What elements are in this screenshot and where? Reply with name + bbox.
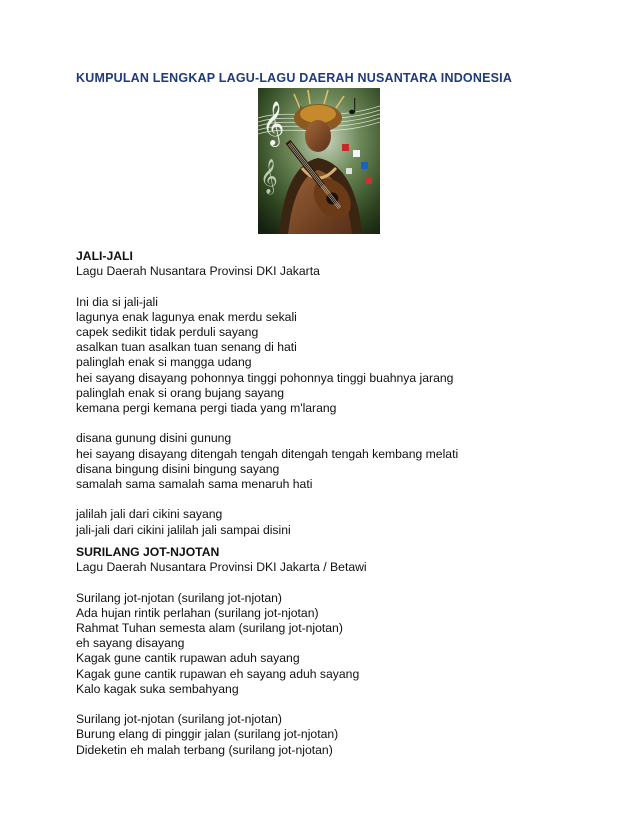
lyric-line: disana gunung disini gunung <box>76 431 232 446</box>
lyric-line: palinglah enak si orang bujang sayang <box>76 385 285 400</box>
song-section-jali-jali <box>76 249 596 538</box>
lyric-line: palinglah enak si mangga udang <box>76 355 252 370</box>
song-title: JALI-JALI <box>76 249 133 263</box>
svg-text:𝄞: 𝄞 <box>262 101 285 145</box>
lyric-line: Kagak gune cantik rupawan aduh sayang <box>76 651 300 666</box>
song-section-surilang-jot-njotan <box>76 545 596 758</box>
lyric-line: eh sayang disayang <box>76 636 185 651</box>
lyric-line: jalilah jali dari cikini sayang <box>76 507 223 522</box>
musician-illustration <box>258 88 380 234</box>
song-origin: Lagu Daerah Nusantara Provinsi DKI Jakarta / Betawi <box>76 560 367 575</box>
lyric-line: kemana pergi kemana pergi tiada yang m'larang <box>76 401 337 416</box>
lyric-line: hei sayang disayang ditengah tengah ditengah tengah kembang melati <box>76 446 459 461</box>
lyric-line: samalah sama samalah sama menaruh hati <box>76 477 313 492</box>
lyric-line: Ini dia si jali-jali <box>76 294 158 309</box>
document-title: KUMPULAN LENGKAP LAGU-LAGU DAERAH NUSANTARA INDONESIA <box>76 71 513 85</box>
song-origin: Lagu Daerah Nusantara Provinsi DKI Jakarta <box>76 264 320 279</box>
lyric-line: Surilang jot-njotan (surilang jot-njotan) <box>76 590 282 605</box>
stanza <box>76 431 596 492</box>
stanza <box>76 507 596 537</box>
stanza <box>76 591 596 697</box>
lyric-line: Burung elang di pinggir jalan (surilang jot-njotan) <box>76 727 339 742</box>
lyric-line: hei sayang disayang pohonnya tinggi pohonnya tinggi buahnya jarang <box>76 370 454 385</box>
lyric-line: Kagak gune cantik rupawan eh sayang aduh sayang <box>76 666 360 681</box>
svg-text:𝄞: 𝄞 <box>260 159 278 194</box>
stanza <box>76 712 596 758</box>
lyric-line: Ada hujan rintik perlahan (surilang jot-njotan) <box>76 605 319 620</box>
lyric-line: Kalo kagak suka sembahyang <box>76 681 239 696</box>
lyric-line: Dideketin eh malah terbang (surilang jot-njotan) <box>76 742 333 757</box>
lyric-line: Rahmat Tuhan semesta alam (surilang jot-njotan) <box>76 621 343 635</box>
lyric-line: disana bingung disini bingung sayang <box>76 461 280 476</box>
lyric-line: jali-jali dari cikini jalilah jali sampai disini <box>76 522 291 537</box>
lyric-line: asalkan tuan asalkan tuan senang di hati <box>76 340 297 355</box>
stanza <box>76 295 596 417</box>
lyric-line: lagunya enak lagunya enak merdu sekali <box>76 309 297 324</box>
song-title: SURILANG JOT-NJOTAN <box>76 545 220 559</box>
lyric-line: capek sedikit tidak perduli sayang <box>76 325 259 339</box>
lyric-line: Surilang jot-njotan (surilang jot-njotan) <box>76 712 282 727</box>
